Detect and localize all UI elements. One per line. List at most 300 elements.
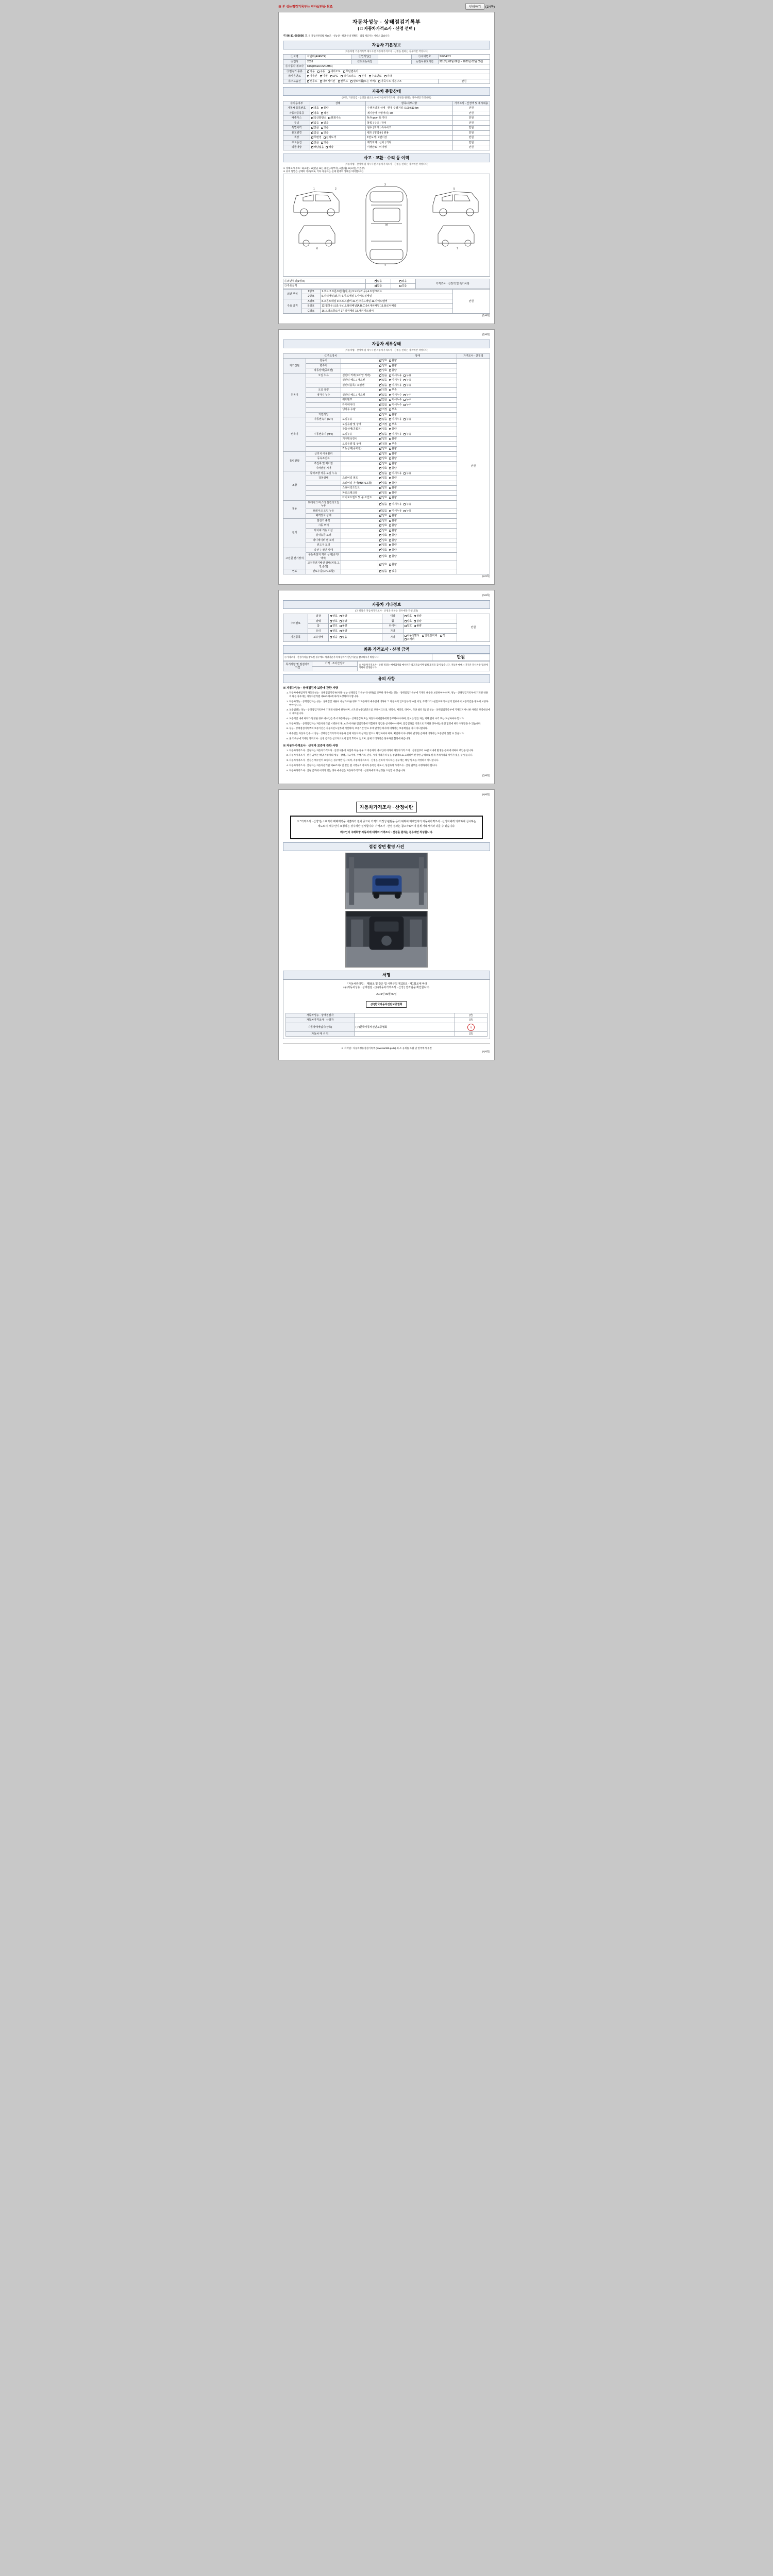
checkbox-ov3-a[interactable] [311,122,313,124]
checkbox-detail-3-0-1[interactable] [389,453,391,455]
overall-detail-6: 1면도색 | 2면이상 [366,135,452,141]
checkbox-detail-1-8-0[interactable] [379,414,381,416]
checkbox-ov5-b[interactable] [321,132,323,134]
other-opts2-2[interactable]: 양호 불량 [403,624,457,629]
checkbox-detail-2-0-2[interactable] [404,418,406,420]
svg-text:3: 3 [384,183,386,187]
checkbox-detail-4-0-0[interactable] [379,472,381,474]
detail-opt-label-4-1-1: 불량 [392,477,397,480]
detail-opt-label-6-2-1: 불량 [392,529,397,532]
checkbox-detail-2-1-0[interactable] [379,423,381,426]
checkbox-detail-1-4-1[interactable] [389,394,391,396]
checkbox-ov3-b[interactable] [321,122,323,124]
detail-opt-label-6-0-0: 양호 [382,519,388,522]
sign-row-value-1[interactable] [354,1018,455,1023]
sign-line-2: (구)자동차성능 · 상태점검 · (주)자동차가격조사 · 산정 ) 결과임을 확인합니다. [343,986,430,989]
detail-options-5-2[interactable] [378,514,457,519]
detail-options-6-4[interactable] [378,538,457,543]
checkbox-detail-7-0-1[interactable] [389,549,391,551]
other-opts1-1[interactable]: 양호 불량 [329,619,382,624]
page-2 [278,329,495,584]
checkbox-fuel-hydrogen[interactable] [369,75,371,77]
checkbox-ov6-b[interactable] [324,137,326,139]
checkbox-ov2-a[interactable] [311,117,313,119]
checkbox-detail-8-0-1[interactable] [389,570,391,572]
checkbox-detail-3-0-0[interactable] [379,453,381,455]
checkbox-detail-2-5-1[interactable] [389,443,391,445]
checkbox-detail-6-5-0[interactable] [379,544,381,546]
basic-info-table [283,54,490,84]
checkbox-detail-1-7-0[interactable] [379,409,381,411]
detail-options-1-8[interactable] [378,412,457,417]
detail-options-6-0[interactable] [378,518,457,523]
detail-options-1-2[interactable] [378,383,457,388]
checkbox-detail-5-1-1[interactable] [389,510,391,512]
checkbox-detail-6-5-1[interactable] [389,544,391,546]
checkbox-ov7-b[interactable] [321,142,323,144]
checkbox-fuel-diesel[interactable] [320,75,322,77]
detail-options-2-0[interactable] [378,417,457,422]
checkbox-detail-1-2-1[interactable] [389,384,391,386]
detail-item-7-0: 충전구 절연 상태 [306,548,341,553]
legend-label-2: ③주요골격 [283,284,366,289]
checkbox-detail-1-2-2[interactable] [404,384,406,386]
checkbox-detail-6-1-0[interactable] [379,524,381,527]
checkbox-detail-3-1-1[interactable] [389,457,391,460]
checkbox-ov0-a[interactable] [311,107,313,109]
detail-options-1-3[interactable] [378,388,457,393]
checkbox-detail-1-0-0[interactable] [379,375,381,377]
overall-state-5[interactable] [310,130,366,135]
list-item: 2. 자동차가격조사 · 산정 금액은 해당 자동차의 성능 · 상태, 사고이력, 주행거리, 연식, 시장 거래가격 등을 종합적으로 고려하여 산정한 금액으로 실제 거래가격과 차이가 있을 수 있습니다. [289,754,490,757]
checkbox-detail-1-4-2[interactable] [404,394,406,396]
checkbox-detail-4-4-0[interactable] [379,492,381,494]
checkbox-opt-sunroof[interactable] [307,80,309,82]
sign-row-value-0[interactable] [354,1013,455,1018]
checkbox-detail-2-6-1[interactable] [389,448,391,450]
trans-options[interactable] [306,69,490,74]
checkbox-detail-1-0-2[interactable] [404,375,406,377]
checkbox-detail-1-5-2[interactable] [404,399,406,401]
checkbox-trans-manual[interactable] [317,71,320,73]
checkbox-detail-5-2-0[interactable] [379,515,381,517]
checkbox-detail-7-2-0[interactable] [379,564,381,566]
detail-options-2-6[interactable] [378,447,457,452]
checkbox-o2b[interactable] [340,625,342,627]
checkbox-detail-4-0-2[interactable] [404,472,406,474]
detail-opt-label-2-1-0: 적정 [382,422,388,426]
detail-subitem-4-2: 스티어링 기어(MDPS포함) [341,481,378,486]
trans-opt-0: 자동 [310,70,315,73]
checkbox-detail-4-4-1[interactable] [389,492,391,494]
checkbox-detail-6-1-1[interactable] [389,524,391,527]
detail-options-4-1[interactable] [378,476,457,481]
detail-options-1-6[interactable] [378,402,457,408]
checkbox-o2c[interactable] [405,625,407,627]
detail-col-3: 가격조사 · 산정액 [457,353,490,359]
checkbox-ov6-a[interactable] [311,137,313,139]
svg-text:6: 6 [316,247,318,250]
detail-options-0-0[interactable] [378,359,457,364]
list-item: 5. 자동차가격조사 · 산정 금액에 이의가 있는 경우 매수인은 자동차가격조사 · 산정자에게 재산정을 요청할 수 있습니다. [289,769,490,773]
detail-group-5: 제동 [283,500,306,518]
list-item: 1. 자동차가격조사 · 산정자는 자동차가격조사 · 산정 내용이 사실과 다른 경우 그 자동차의 매수인에 대하여 자동차가격 조사 · 산정일부터 30일 이내에 발생한 손해에 대하여 책임을 집니다. [289,749,490,753]
detail-group-2: 변속기 [283,417,306,452]
checkbox-detail-1-5-0[interactable] [379,399,381,401]
section-other-title: 자동차 기타정보 [283,600,490,609]
detail-options-2-1[interactable] [378,422,457,427]
checkbox-detail-5-1-2[interactable] [404,510,406,512]
checkbox-detail-2-4-0[interactable] [379,438,381,440]
car-damage-diagram[interactable] [283,174,490,277]
detail-opt-label-1-5-0: 없음 [382,398,388,402]
checkbox-o1b[interactable] [340,620,342,622]
checkbox-detail-2-0-0[interactable] [379,418,381,420]
checkbox-detail-5-1-0[interactable] [379,510,381,512]
checkbox-ov2-b[interactable] [328,117,330,119]
detail-item-1-3: 오일 유량 [306,388,341,393]
document-root [0,0,773,1076]
detail-options-1-7[interactable] [378,408,457,413]
overall-right-6: 만원 [452,135,490,141]
overall-name-0: 자동차 등록번호 [283,106,310,111]
checkbox-detail-4-0-1[interactable] [389,472,391,474]
rank-items-3[interactable]: 12.휠하우스(좌,우) 13.필러패널(A,B,C) 14.대쉬패널 15.플로어패널 [321,304,453,309]
detail-options-5-1[interactable] [378,509,457,514]
checkbox-detail-1-6-1[interactable] [389,404,391,406]
detail-options-1-0[interactable] [378,373,457,378]
detail-opt-label-2-5-1: 부족 [392,442,397,446]
caution-box [290,816,483,839]
detail-options-7-0[interactable] [378,548,457,553]
detail-subitem-7-2 [341,561,378,569]
checkbox-ov5-a[interactable] [311,132,313,134]
detail-opt-label-3-0-1: 불량 [392,452,397,455]
detail-options-4-5[interactable] [378,496,457,501]
checkbox-detail-6-4-1[interactable] [389,539,391,541]
checkbox-detail-1-5-1[interactable] [389,399,391,401]
basic-label3-0: ③차대번호 [411,55,438,60]
checkbox-opt-sunroof2[interactable] [338,80,340,82]
detail-opt-label-2-6-0: 양호 [382,447,388,451]
checkbox-fuel-lpg[interactable] [330,75,332,77]
checkbox-detail-4-5-0[interactable] [379,497,381,499]
overall-state-6[interactable] [310,135,366,141]
checkbox-o1a[interactable] [330,620,332,622]
checkbox-detail-7-0-0[interactable] [379,549,381,551]
doc-no-suffix: 호 [305,35,308,38]
checkbox-o4c[interactable] [405,635,407,637]
overall-state-1[interactable] [310,111,366,116]
overall-right-7: 만원 [452,140,490,145]
detail-subitem-4-1: 스티어링 펌프 [341,476,378,481]
other-opts1-3[interactable]: 양호 불량 [329,629,382,634]
checkbox-detail-7-2-1[interactable] [389,564,391,566]
checkbox-detail-1-2-0[interactable] [379,384,381,386]
detail-options-6-3[interactable] [378,533,457,538]
detail-options-2-3[interactable] [378,432,457,437]
sign-row-value-3[interactable] [354,1031,455,1037]
checkbox-detail-5-0-0[interactable] [379,503,381,505]
checkbox-o4b[interactable] [340,636,342,638]
detail-options-3-2[interactable] [378,461,457,466]
checkbox-ov7-a[interactable] [311,142,313,144]
detail-options-3-1[interactable] [378,456,457,462]
checkbox-detail-4-3-0[interactable] [379,487,381,489]
section-basic-title: 자동차 기본정보 [283,41,490,49]
checkbox-opt-alloy[interactable] [350,80,352,82]
ov6-b: 전체도색 [326,136,336,140]
checkbox-detail-4-2-0[interactable] [379,482,381,484]
checkbox-detail-0-2-0[interactable] [379,369,381,371]
checkbox-detail-0-1-0[interactable] [379,365,381,367]
checkbox-o3b[interactable] [340,630,342,632]
checkbox-detail-3-3-0[interactable] [379,467,381,469]
table-row [283,662,490,667]
checkbox-o1c[interactable] [405,620,407,622]
other-opts1-4[interactable]: 있음 없음 [329,634,382,642]
page-1-number: (1/4쪽) [482,314,490,318]
detail-options-3-3[interactable] [378,466,457,471]
detail-options-4-2[interactable] [378,481,457,486]
detail-options-1-1[interactable] [378,378,457,383]
checkbox-fuel-etc[interactable] [384,75,386,77]
checkbox-detail-4-3-1[interactable] [389,487,391,489]
checkbox-ov1-b[interactable] [321,112,323,114]
rank-name-4: C랭크 [302,309,321,314]
checkbox-detail-7-1-1[interactable] [389,555,391,557]
sign-row-value-2[interactable]: (주)한국자동차진단보증협회 [354,1023,455,1031]
checkbox-detail-2-1-1[interactable] [389,423,391,426]
checkbox-detail-2-2-0[interactable] [379,428,381,430]
checkbox-detail-1-1-1[interactable] [389,379,391,381]
checkbox-ov0-b[interactable] [321,107,323,109]
table-row [286,1013,488,1018]
detail-options-1-4[interactable] [378,393,457,398]
checkbox-trans-semi[interactable] [328,71,330,73]
other-opts1-2[interactable]: 양호 불량 [329,624,382,629]
checkbox-detail-2-2-1[interactable] [389,428,391,430]
checkbox-detail-2-5-0[interactable] [379,443,381,445]
checkbox-legend1-yes[interactable] [399,280,401,282]
checkbox-detail-0-0-1[interactable] [389,360,391,362]
checkbox-detail-6-0-0[interactable] [379,520,381,522]
detail-subitem-1-6: 라디에이터 [341,402,378,408]
detail-item-5-2: 배력장치 상태 [306,514,341,519]
checkbox-detail-6-4-0[interactable] [379,539,381,541]
checkbox-detail-5-2-1[interactable] [389,515,391,517]
checkbox-detail-2-3-2[interactable] [404,433,406,435]
legend-yes-1[interactable]: 있음 [391,279,415,284]
overall-state-7[interactable] [310,140,366,145]
detail-options-6-1[interactable] [378,523,457,529]
checkbox-detail-4-1-0[interactable] [379,477,381,479]
checkbox-ov4-a[interactable] [311,127,313,129]
detail-opt-label-1-3-0: 적정 [382,388,388,392]
detail-opt-label-6-0-1: 불량 [392,519,397,522]
checkbox-o4a[interactable] [330,636,332,638]
detail-options-1-5[interactable] [378,398,457,403]
overall-name-4: 특별이력 [283,126,310,131]
checkbox-ov8-b[interactable] [326,146,328,148]
checkbox-opt-leather[interactable] [378,80,380,82]
checkbox-detail-0-0-0[interactable] [379,360,381,362]
detail-options-6-5[interactable] [378,543,457,548]
checkbox-legend2-none[interactable] [375,285,377,287]
legend-none-2[interactable]: ✓ 없음 [366,284,391,289]
overall-state-0[interactable] [310,106,366,111]
checkbox-detail-1-7-1[interactable] [389,409,391,411]
checkbox-detail-4-1-1[interactable] [389,477,391,479]
checkbox-detail-7-1-0[interactable] [379,555,381,557]
checkbox-detail-0-2-1[interactable] [389,369,391,371]
other-opts2-0[interactable]: 양호 불량 [403,614,457,619]
checkbox-detail-5-0-2[interactable] [404,503,406,505]
sign-org: (주)한국자동차진단보증협회 [366,1001,407,1008]
overall-state-3[interactable] [310,121,366,126]
checkbox-o0d[interactable] [414,615,416,617]
page-3-number-top: (3/4쪽) [482,594,490,597]
detail-options-8-0[interactable] [378,569,457,574]
detail-item-6-1: 시동 모터 [306,523,341,529]
checkbox-o2a[interactable] [330,625,332,627]
print-button[interactable]: 인쇄하기 [465,3,484,10]
overall-detail-2: % % ppm % 기타 [366,116,452,121]
other-opts2-4[interactable]: 사용설명서 안전삼각대 잭 스패너 [403,634,457,642]
checkbox-fuel-hybrid[interactable] [341,75,343,77]
detail-options-5-0[interactable] [378,500,457,509]
detail-opt-label-3-2-0: 양호 [382,462,388,465]
detail-table-body [283,359,490,574]
legend-none-1[interactable]: ✓ 없음 [366,279,391,284]
checkbox-detail-4-5-1[interactable] [389,497,391,499]
checkbox-detail-1-1-2[interactable] [404,379,406,381]
checkbox-o1d[interactable] [414,620,416,622]
checkbox-ov1-a[interactable] [311,112,313,114]
signature-box [283,979,490,1040]
checkbox-legend2-yes[interactable] [399,285,401,287]
checkbox-o0a[interactable] [330,615,332,617]
detail-opt-label-4-5-0: 양호 [382,496,388,500]
detail-options-0-2[interactable] [378,368,457,374]
other-opts1-0[interactable]: 양호 불량 [329,614,382,619]
checkbox-ov8-a[interactable] [311,146,313,148]
checkbox-detail-6-2-1[interactable] [389,530,391,532]
checkbox-o0b[interactable] [340,615,342,617]
fuel-options[interactable] [306,74,490,79]
rank-items-0[interactable]: 1.후드 2.프론트펜더(좌,우) 3.도어(좌,우) 4.트렁크리드 [321,289,453,294]
checkbox-detail-0-1-1[interactable] [389,365,391,367]
legend-yes-2[interactable]: 있음 [391,284,415,289]
detail-item-1-4: 냉각수 누수 [306,393,341,398]
accident-right-label: 가격조사 · 산정액 및 특기사항 [415,279,490,289]
detail-options-2-2[interactable] [378,427,457,432]
checkbox-detail-2-6-0[interactable] [379,448,381,450]
overall-name-3: 튜닝 [283,121,310,126]
checkbox-detail-1-3-1[interactable] [389,389,391,391]
detail-options-2-4[interactable] [378,437,457,442]
checkbox-o4f[interactable] [405,638,407,640]
checkbox-detail-2-3-1[interactable] [389,433,391,435]
checkbox-detail-3-1-0[interactable] [379,457,381,460]
detail-options-7-1[interactable] [378,553,457,561]
checkbox-fuel-electric[interactable] [359,75,361,77]
checkbox-detail-8-0-0[interactable] [379,570,381,572]
checkbox-fuel-gasoline[interactable] [307,75,309,77]
rank-items-4[interactable]: 16.트렁크플로어 17.리어패널 18.패키지트레이 [321,309,453,314]
checkbox-detail-1-3-0[interactable] [379,389,381,391]
checkbox-detail-6-0-1[interactable] [389,520,391,522]
checkbox-o0c[interactable] [405,615,407,617]
checkbox-detail-1-0-1[interactable] [389,375,391,377]
detail-options-6-2[interactable] [378,528,457,533]
other-opts2-1[interactable]: 양호 불량 [403,619,457,624]
detail-options-2-5[interactable] [378,442,457,447]
overall-state-4[interactable] [310,126,366,131]
checkbox-o4e[interactable] [440,635,442,637]
seal-icon: 印 [467,1024,475,1031]
sign-line-1: 「자동차관리법」 제58조 및 같은 법 시행규칙 제120조 · 제121조에 따라 [346,982,427,986]
overall-name-6: 색상 [283,135,310,141]
detail-options-7-2[interactable] [378,561,457,569]
checkbox-detail-2-4-1[interactable] [389,438,391,440]
checkbox-detail-6-3-0[interactable] [379,534,381,536]
checkbox-opt-nav[interactable] [320,80,322,82]
checkbox-detail-1-4-0[interactable] [379,394,381,396]
checkbox-o4d[interactable] [422,635,424,637]
checkbox-detail-1-6-2[interactable] [404,404,406,406]
detail-options-4-4[interactable] [378,490,457,496]
checkbox-trans-cvt[interactable] [343,71,345,73]
photo-gallery [283,853,490,968]
rank-items-1[interactable]: 5.쿼터패널(좌,우) 6.루프패널 7.사이드실패널 [321,294,453,299]
checkbox-trans-auto[interactable] [307,71,309,73]
checkbox-detail-2-0-1[interactable] [389,418,391,420]
checkbox-detail-3-2-1[interactable] [389,463,391,465]
detail-opt-label-1-4-0: 없음 [382,393,388,397]
checkbox-o2d[interactable] [414,625,416,627]
detail-options-3-0[interactable] [378,451,457,456]
checkbox-ov4-b[interactable] [321,127,323,129]
overall-state-8[interactable] [310,145,366,150]
checkbox-detail-1-8-1[interactable] [389,414,391,416]
detail-options-4-0[interactable] [378,471,457,476]
table-header-row [283,101,490,106]
trans-opt-2: 세미오토 [330,70,341,73]
overall-state-2[interactable] [310,116,366,121]
checkbox-detail-6-3-1[interactable] [389,534,391,536]
checkbox-detail-3-3-1[interactable] [389,467,391,469]
detail-options-0-1[interactable] [378,363,457,368]
checkbox-detail-1-1-0[interactable] [379,379,381,381]
checkbox-detail-6-2-0[interactable] [379,530,381,532]
svg-text:M: M [385,223,388,227]
checkbox-detail-3-2-0[interactable] [379,463,381,465]
checkbox-legend1-none[interactable] [375,280,377,282]
detail-group-6: 전기 [283,518,306,548]
checkbox-detail-1-6-0[interactable] [379,404,381,406]
page-2-number-top: (2/4쪽) [482,333,490,337]
rank-items-2[interactable]: 8.프론트패널 9.크로스멤버 10.인사이드패널 11.사이드멤버 [321,299,453,304]
option-options[interactable] [306,79,439,84]
basic-value-1: 2018 [306,59,351,64]
overall-detail-5: 렌트 | 영업용 | 관용 [366,130,452,135]
checkbox-detail-5-0-1[interactable] [389,503,391,505]
checkbox-detail-2-3-0[interactable] [379,433,381,435]
checkbox-o3a[interactable] [330,630,332,632]
detail-options-4-3[interactable] [378,486,457,491]
checkbox-detail-4-2-1[interactable] [389,482,391,484]
